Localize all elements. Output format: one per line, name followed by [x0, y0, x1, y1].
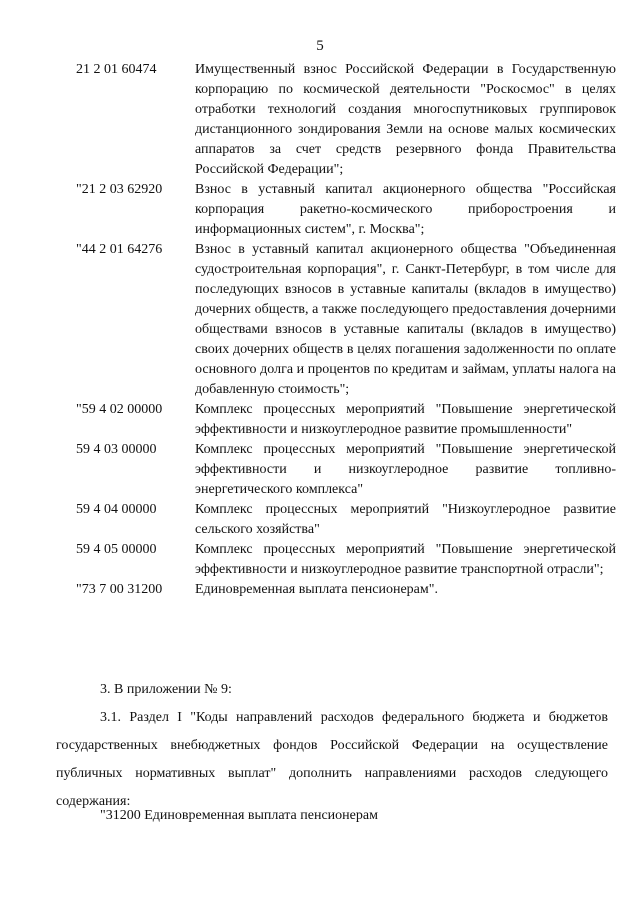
code-value: 21 2 01 60474	[76, 62, 157, 77]
code-description: Комплекс процессных мероприятий "Повышение энергетической эффективности и низкоуглеродное развитие транспортной отрасли";	[195, 542, 616, 577]
code-value: 59 4 05 00000	[76, 542, 157, 557]
code-value: 59 4 04 00000	[76, 502, 157, 517]
code-value: 59 4 03 00000	[76, 442, 157, 457]
code-table	[76, 60, 616, 600]
code-row	[76, 500, 616, 540]
code-row	[76, 400, 616, 440]
code-row	[76, 180, 616, 240]
code-description: Комплекс процессных мероприятий "Повышение энергетической эффективности и низкоуглеродное развитие топливно-энергетического комплекса"	[195, 442, 616, 497]
code-row	[76, 580, 616, 600]
code-row	[76, 440, 616, 500]
code-description: Взнос в уставный капитал акционерного общества "Объединенная судостроительная корпорация", г. Санкт-Петербург, в том числе для последующих взносов в уставные капиталы (вкладов в имущество) дочерних обществ, а также последующего предоставления дочерними обществами взносов в уставные капиталы (вкладов в имущество) своих дочерних обществ в целях погашения задолженности по оплате основного долга и процентов по кредитам и займам, уплаты налога на добавленную стоимость";	[195, 242, 616, 397]
code-value: "59 4 02 00000	[76, 402, 163, 417]
code-description: Комплекс процессных мероприятий "Повышение энергетической эффективности и низкоуглеродное развитие промышленности"	[195, 402, 616, 437]
code-value: "21 2 03 62920	[76, 182, 163, 197]
code-description: Комплекс процессных мероприятий "Низкоуглеродное развитие сельского хозяйства"	[195, 502, 616, 537]
section-paragraph: 3.1. Раздел I "Коды направлений расходов федерального бюджета и бюджетов государственных внебюджетных фондов Российской Федерации на осуществление публичных нормативных выплат" дополнить направлениями расходов следующего содержания:	[56, 710, 608, 809]
page-number: 5	[316, 38, 324, 54]
code-description: Единовременная выплата пенсионерам".	[195, 582, 438, 597]
code-value: "44 2 01 64276	[76, 242, 163, 257]
code-row	[76, 240, 616, 400]
code-description: Взнос в уставный капитал акционерного общества "Российская корпорация ракетно-космического приборостроения и информационных систем", г. Москва";	[195, 182, 616, 237]
code-row	[76, 540, 616, 580]
section-heading: 3. В приложении № 9:	[100, 682, 232, 697]
final-line: "31200 Единовременная выплата пенсионерам	[100, 808, 378, 823]
code-row	[76, 60, 616, 180]
code-value: "73 7 00 31200	[76, 582, 163, 597]
code-description: Имущественный взнос Российской Федерации в Государственную корпорацию по космической деятельности "Роскосмос" в целях отработки технологий создания многоспутниковых группировок дистанционного зондирования Земли на основе малых космических аппаратов за счет средств резервного фонда Правительства Российской Федерации";	[195, 62, 616, 177]
